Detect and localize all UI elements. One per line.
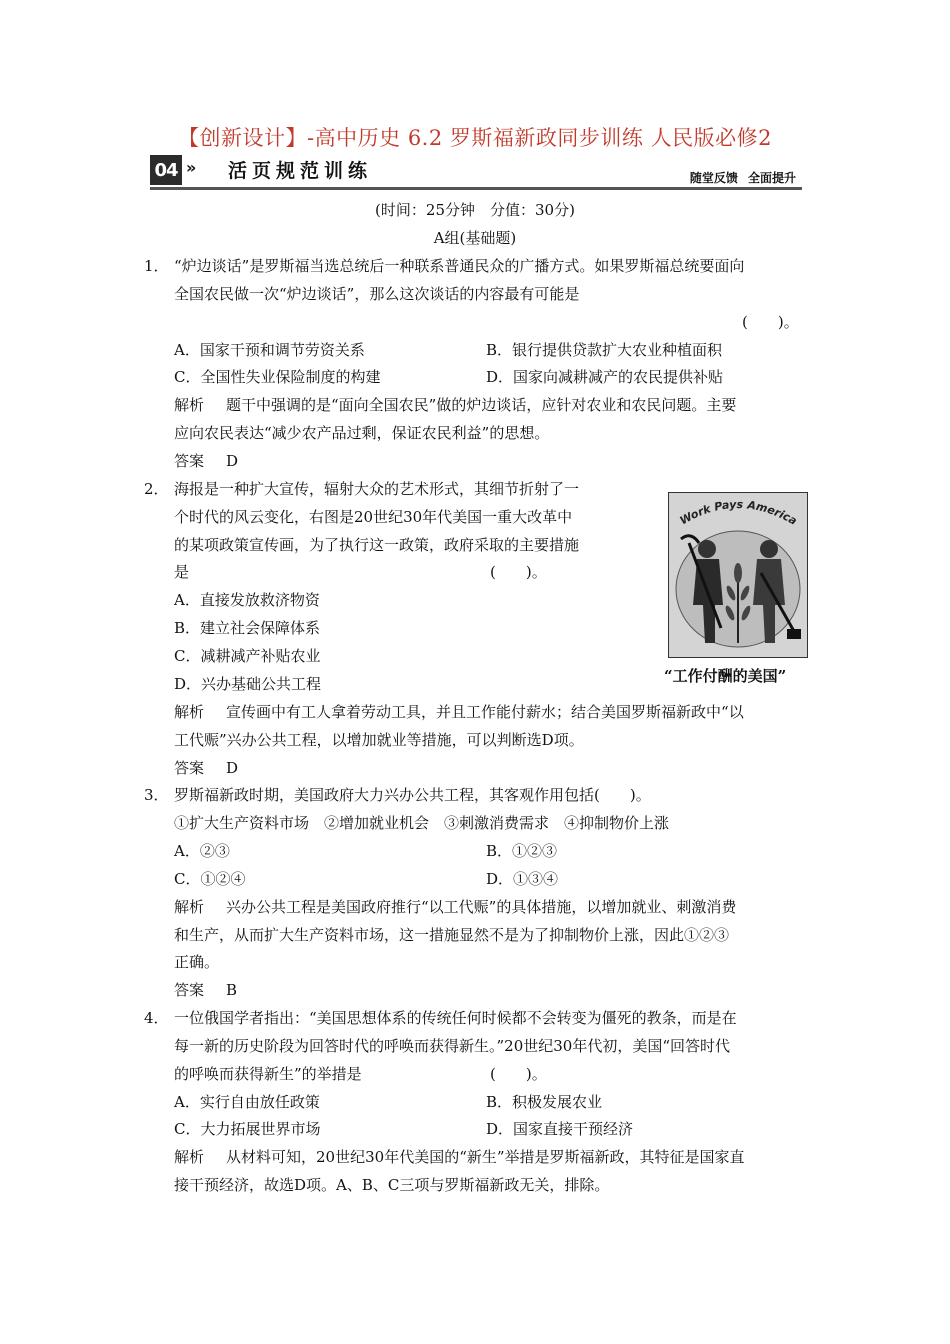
analysis-label: 解析: [174, 898, 205, 916]
document-title: 【创新设计】-高中历史 6.2 罗斯福新政同步训练 人民版必修2: [178, 126, 772, 150]
chevron-icon: »: [186, 158, 197, 177]
question-number: 3．: [144, 786, 169, 804]
option-d: D．国家向减耕减产的农民提供补贴: [486, 368, 724, 386]
option-d: D．国家直接干预经济: [486, 1120, 634, 1138]
analysis-label: 解析: [174, 1148, 205, 1166]
poster-figure: [668, 492, 808, 658]
analysis-label: 解析: [174, 396, 205, 414]
analysis-line: [174, 701, 744, 722]
question-stem-line: ①扩大生产资料市场 ②增加就业机会 ③刺激消费需求 ④抑制物价上涨: [174, 814, 670, 832]
analysis-text: 兴办公共工程是美国政府推行“以工代赈”的具体措施，以增加就业、刺激消费: [226, 898, 737, 916]
answer-label: 答案: [174, 981, 205, 999]
analysis-label: 解析: [174, 703, 205, 721]
analysis-text: 宣传画中有工人拿着劳动工具，并且工作能付薪水；结合美国罗斯福新政中“以: [226, 703, 744, 721]
option-c: C．全国性失业保险制度的构建: [174, 368, 381, 386]
answer-blank: ( )。: [742, 313, 799, 331]
section-banner: [150, 152, 802, 192]
time-score-info: (时间：25分钟 分值：30分): [375, 201, 575, 219]
answer-line: [174, 757, 238, 778]
answer-blank: ( )。: [490, 1065, 547, 1083]
question-stem-line: 一位俄国学者指出：“美国思想体系的传统任何时候都不会转变为僵死的教条，而是在: [174, 1009, 737, 1027]
option-c: C．大力拓展世界市场: [174, 1120, 321, 1138]
figure-caption: “工作付酬的美国”: [664, 667, 787, 685]
banner-slogan: 随堂反馈 全面提升: [689, 171, 796, 185]
option-a: A．实行自由放任政策: [174, 1093, 320, 1111]
question-stem-line: 全国农民做一次“炉边谈话”，那么这次谈话的内容最有可能是: [174, 285, 580, 303]
question-number: 4．: [144, 1009, 169, 1027]
banner-divider: [150, 187, 802, 190]
analysis-line: 应向农民表达“减少农产品过剩，保证农民利益”的思想。: [174, 424, 550, 442]
analysis-line: 工代赈”兴办公共工程，以增加就业等措施，可以判断选D项。: [174, 731, 584, 749]
option-d: D．兴办基础公共工程: [174, 675, 322, 693]
question-stem-line: 的某项政策宣传画，为了执行这一政策，政府采取的主要措施: [174, 536, 580, 554]
banner-number: 04: [150, 155, 182, 185]
option-b: B．银行提供贷款扩大农业种植面积: [486, 341, 723, 359]
analysis-line: 正确。: [174, 953, 220, 971]
question-stem-line: 每一新的历史阶段为回答时代的呼唤而获得新生。”20世纪30年代初，美国“回答时代: [174, 1037, 731, 1055]
option-b: B．①②③: [486, 842, 558, 860]
analysis-line: [174, 896, 736, 917]
analysis-text: 从材料可知，20世纪30年代美国的“新生”举措是罗斯福新政，其特征是国家直: [226, 1148, 745, 1166]
question-stem-line: 是: [174, 563, 190, 581]
option-a: A．国家干预和调节劳资关系: [174, 341, 365, 359]
answer-value: D: [226, 452, 239, 470]
group-heading: A组(基础题): [433, 229, 517, 247]
analysis-line: 和生产，从而扩大生产资料市场，这一措施显然不是为了抑制物价上涨，因此①②③: [174, 926, 730, 944]
answer-value: B: [226, 981, 238, 999]
analysis-text: 题干中强调的是“面向全国农民”做的炉边谈话，应针对农业和农民问题。主要: [226, 396, 737, 414]
option-c: C．减耕减产补贴农业: [174, 647, 321, 665]
option-a: A．②③: [174, 842, 230, 860]
analysis-line: 接干预经济，故选D项。A、B、C三项与罗斯福新政无关，排除。: [174, 1176, 610, 1194]
question-number: 1．: [144, 257, 169, 275]
question-stem-line: 罗斯福新政时期，美国政府大力兴办公共工程，其客观作用包括( )。: [174, 786, 651, 804]
option-b: B．积极发展农业: [486, 1093, 603, 1111]
question-stem-line: 个时代的风云变化，右图是20世纪30年代美国一重大改革中: [174, 508, 573, 526]
question-stem-line: “炉边谈话”是罗斯福当选总统后一种联系普通民众的广播方式。如果罗斯福总统要面向: [174, 257, 745, 275]
question-stem-line: 海报是一种扩大宣传，辐射大众的艺术形式，其细节折射了一: [174, 480, 580, 498]
option-a: A．直接发放救济物资: [174, 591, 320, 609]
question-stem-line: 的呼唤而获得新生”的举措是: [174, 1065, 362, 1083]
answer-line: [174, 450, 238, 471]
analysis-line: [174, 394, 736, 415]
answer-blank: ( )。: [490, 563, 547, 581]
poster-slogan: Work Pays America: [677, 497, 800, 528]
option-c: C．①②④: [174, 870, 246, 888]
answer-value: D: [226, 759, 239, 777]
question-number: 2．: [144, 480, 169, 498]
answer-label: 答案: [174, 452, 205, 470]
banner-title: 活页规范训练: [228, 160, 373, 182]
option-d: D．①③④: [486, 870, 559, 888]
option-b: B．建立社会保障体系: [174, 619, 321, 637]
analysis-line: [174, 1146, 745, 1167]
answer-line: [174, 979, 237, 1000]
answer-label: 答案: [174, 759, 205, 777]
